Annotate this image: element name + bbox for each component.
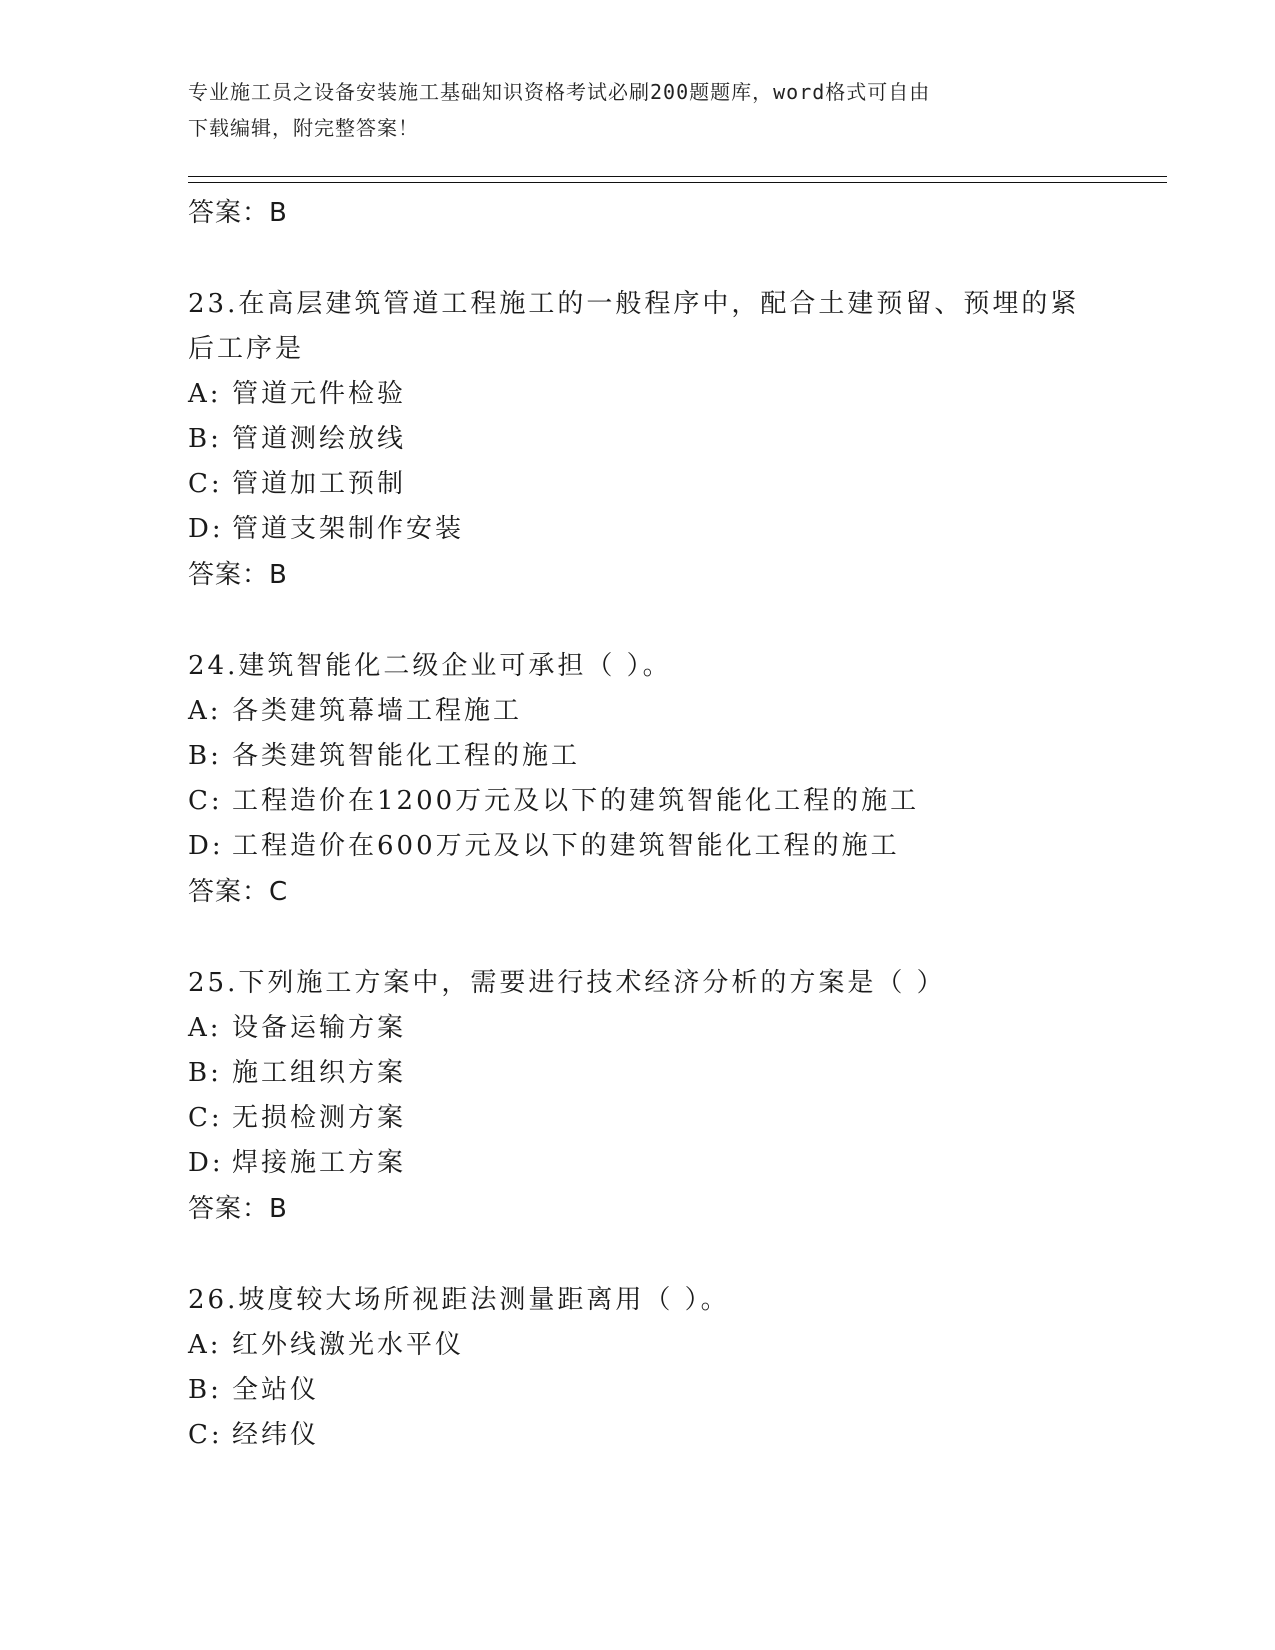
option-label: B: bbox=[188, 424, 222, 454]
spacer bbox=[188, 598, 1148, 644]
option-text: 无损检测方案 bbox=[232, 1103, 407, 1133]
option-label: B: bbox=[188, 741, 222, 771]
document-header bbox=[188, 74, 1088, 146]
option-label: A: bbox=[188, 696, 222, 726]
question-item-23 bbox=[188, 282, 1148, 598]
question-stem: 24.建筑智能化二级企业可承担（ ）。 bbox=[188, 651, 672, 681]
option-text: 管道元件检验 bbox=[232, 379, 407, 409]
option-text: 红外线激光水平仪 bbox=[232, 1330, 465, 1360]
answer-line: 答案：B bbox=[188, 198, 288, 228]
option-a bbox=[188, 689, 1148, 734]
option-text: 工程造价在1200万元及以下的建筑智能化工程的施工 bbox=[232, 786, 920, 816]
header-title-line-2: 下载编辑，附完整答案！ bbox=[188, 116, 419, 140]
option-text: 全站仪 bbox=[232, 1375, 320, 1405]
option-text: 管道加工预制 bbox=[232, 469, 407, 499]
option-a bbox=[188, 1006, 1148, 1051]
option-text: 设备运输方案 bbox=[232, 1013, 407, 1043]
option-label: A: bbox=[188, 1330, 222, 1360]
option-b bbox=[188, 1368, 1148, 1413]
option-text: 经纬仪 bbox=[232, 1420, 320, 1450]
option-c bbox=[188, 1413, 1148, 1458]
question-item-24 bbox=[188, 644, 1148, 915]
option-text: 管道支架制作安装 bbox=[232, 514, 465, 544]
spacer bbox=[188, 236, 1148, 282]
option-d bbox=[188, 507, 1148, 552]
option-text: 焊接施工方案 bbox=[232, 1148, 407, 1178]
answer-line: 答案：C bbox=[188, 877, 289, 907]
option-label: D: bbox=[188, 514, 224, 544]
option-d bbox=[188, 1141, 1148, 1186]
option-b bbox=[188, 1051, 1148, 1096]
option-label: D: bbox=[188, 831, 224, 861]
option-label: C: bbox=[188, 1420, 223, 1450]
question-stem: 26.坡度较大场所视距法测量距离用（ ）。 bbox=[188, 1285, 730, 1315]
spacer bbox=[188, 1232, 1148, 1278]
option-label: B: bbox=[188, 1375, 222, 1405]
header-title-line-1: 专业施工员之设备安装施工基础知识资格考试必刷200题题库，word格式可自由 bbox=[188, 80, 931, 104]
option-text: 管道测绘放线 bbox=[232, 424, 407, 454]
option-text: 各类建筑智能化工程的施工 bbox=[232, 741, 581, 771]
answer-line: 答案：B bbox=[188, 1194, 288, 1224]
option-text: 工程造价在600万元及以下的建筑智能化工程的施工 bbox=[232, 831, 900, 861]
option-text: 施工组织方案 bbox=[232, 1058, 407, 1088]
option-label: A: bbox=[188, 379, 222, 409]
question-list bbox=[188, 190, 1148, 1458]
option-c bbox=[188, 779, 1148, 824]
question-stem: 23.在高层建筑管道工程施工的一般程序中，配合土建预留、预埋的紧 bbox=[188, 289, 1080, 319]
header-divider-bottom bbox=[188, 182, 1167, 183]
option-label: D: bbox=[188, 1148, 224, 1178]
option-label: B: bbox=[188, 1058, 222, 1088]
header-divider-top bbox=[188, 176, 1167, 177]
answer-line: 答案：B bbox=[188, 560, 288, 590]
option-label: C: bbox=[188, 469, 223, 499]
option-b bbox=[188, 417, 1148, 462]
option-a bbox=[188, 1323, 1148, 1368]
option-c bbox=[188, 1096, 1148, 1141]
question-item-25 bbox=[188, 961, 1148, 1232]
question-stem: 25.下列施工方案中，需要进行技术经济分析的方案是（ ） bbox=[188, 968, 946, 998]
option-b bbox=[188, 734, 1148, 779]
option-a bbox=[188, 372, 1148, 417]
option-c bbox=[188, 462, 1148, 507]
question-stem-continued: 后工序是 bbox=[188, 334, 305, 364]
option-label: A: bbox=[188, 1013, 222, 1043]
option-label: C: bbox=[188, 1103, 223, 1133]
option-text: 各类建筑幕墙工程施工 bbox=[232, 696, 523, 726]
option-label: C: bbox=[188, 786, 223, 816]
option-d bbox=[188, 824, 1148, 869]
spacer bbox=[188, 915, 1148, 961]
question-item-26 bbox=[188, 1278, 1148, 1458]
